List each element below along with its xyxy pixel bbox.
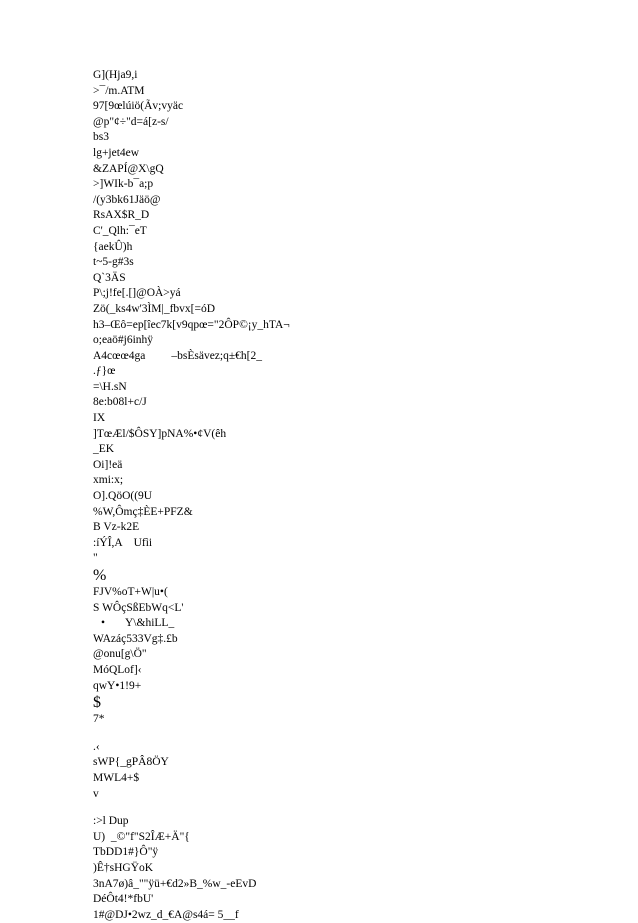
text-line: U) _©"f"S2ÎÆ+Ä"{ [93,830,190,843]
text-line: qwY•1!9+ [93,679,142,692]
bullet-line [93,616,613,632]
text-line: {aekÛ)h [93,240,133,253]
text-line: v [93,787,99,800]
text-line: G](Hja9,i [93,69,138,81]
text-line: lg+jet4ew [93,146,140,159]
two-column-line [93,349,613,365]
bullet-icon: • [101,617,106,630]
text-line: >¯/m.ATM [93,84,145,97]
text-line: DéÔt4!*fbU' [93,893,154,906]
text-line: 7* [93,713,105,726]
document-body [93,68,613,923]
text-line: 1#@DJ•2wz_d_€A@s4á= 5__f [93,908,239,921]
text-line: @onu[g\Ö" [93,648,147,661]
text-line: ]TœÆl/$ÔSY]pNA%•¢V(êh [93,427,227,440]
symbol-line: % [93,567,107,584]
text-line: )Ê†sHGŸoK [93,861,154,874]
text-line: .ƒ}œ [93,365,116,378]
text-line: =\H.sN [93,380,127,393]
blank-line [93,728,613,740]
text-line: Q`3ÄS [93,271,126,284]
text-line: MWL4+$ [93,771,140,784]
text-line: bs3 [93,131,109,144]
text-line: :íÝÎ,A Ufìi [93,536,153,549]
text-line: o;eaö#j6inhÿ [93,334,154,347]
text-line: RsAX$R_D [93,209,150,222]
text-line: /(y3bk61Jäö@ [93,193,161,206]
text-line: t~5-g#3s [93,256,134,269]
text-line: TbDD1#}Ô"ÿ [93,846,159,859]
text-line: IX [93,412,106,425]
text-line: P\;j!fe[.[]@OÀ>yá [93,287,181,300]
text-line: " [93,552,98,565]
text-line: @p"¢÷"d=á[z-s/ [93,115,169,128]
text-line: _EK [93,443,115,456]
text-line: %W,Ômç‡ÈE+PFZ& [93,505,193,518]
text-line: 8e:b08l+c/J [93,396,147,409]
text-line: WAzáç533Vg‡.£b [93,632,178,645]
text-line: xmi:x; [93,474,124,487]
text-line: B Vz-k2E [93,521,140,534]
text-line: sWP{_gPÂ8ÖY [93,756,169,769]
text-line: :>l Dup [93,815,129,828]
line-right-text: –bsÈsävez;q±€h[2_ [171,349,262,362]
text-line: 3nA7ø)â_""ÿü+€d2»B_%w_-eEvD [93,877,257,890]
text-line: O].QöO((9U [93,490,153,503]
text-line: S WÔçSßEbWq<L' [93,601,184,614]
text-line: h3–Œô=ep[îec7k[v9qpœ="2ÔP©¡y_hTA¬ [93,318,290,331]
line-left-text: A4cœœ4ga [93,349,146,362]
text-line: MóQLof]‹ [93,663,142,676]
bullet-text: Y\&hiLL_ [125,617,175,630]
symbol-line: $ [93,694,101,712]
text-line: .‹ [93,740,100,753]
text-line: 97[9œlúiö(Ãv;vyäc [93,100,184,113]
text-line: C'_Qlh:¯eT [93,224,147,237]
blank-line [93,802,613,814]
text-line: &ZAPÍ@X\gQ [93,162,164,175]
text-line: >]WIk-b¯a;p [93,178,154,191]
text-line: Oi]!eä [93,458,123,471]
text-line: FJV%oT+W|u•( [93,586,168,598]
text-line: Zö(_ks4w'3ÌM|_fbvx[=óD [93,302,216,315]
